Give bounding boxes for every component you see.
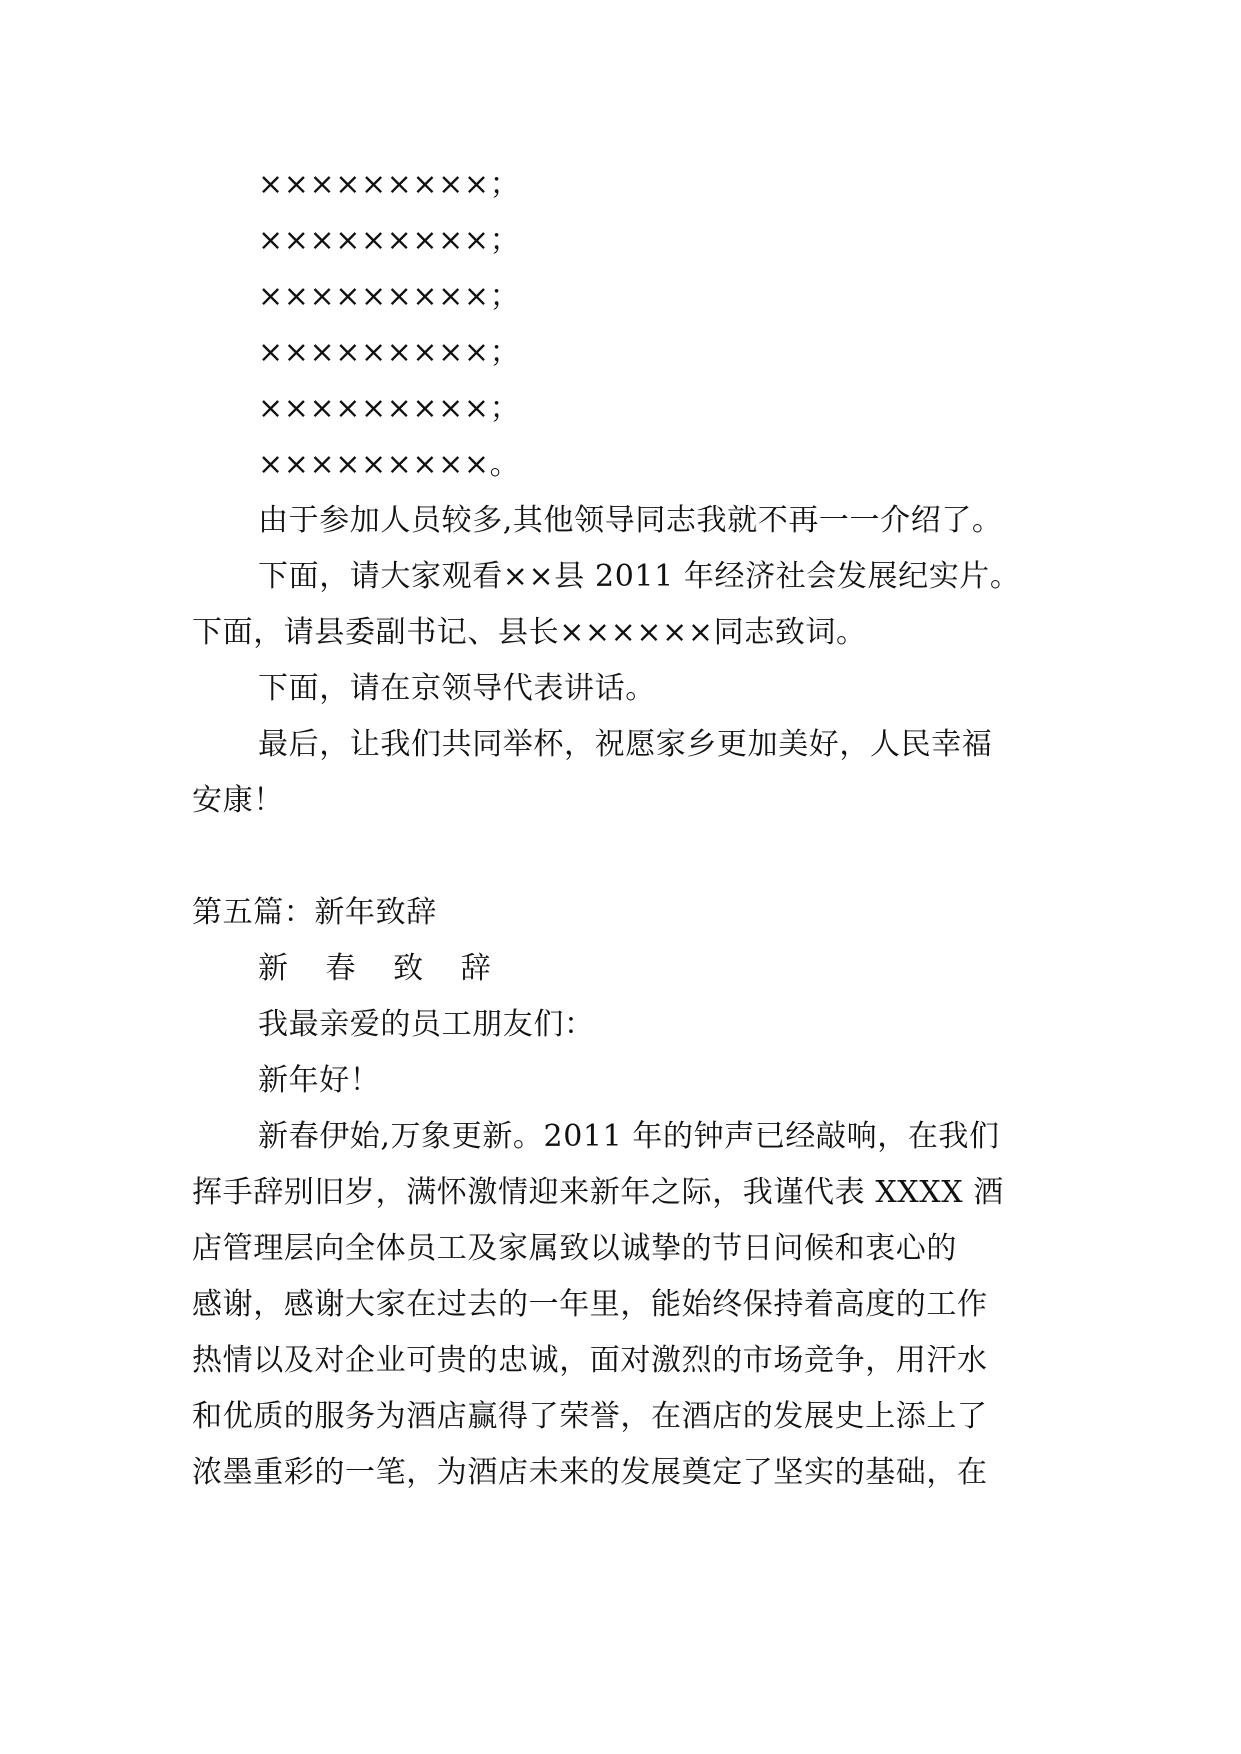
body-line: 感谢，感谢大家在过去的一年里，能始终保持着高度的工作 <box>192 1287 988 1322</box>
speech-title: 新 春 致 辞 <box>258 951 505 986</box>
paragraph-line: 安康！ <box>192 783 284 818</box>
paragraph-line: 最后，让我们共同举杯，祝愿家乡更加美好，人民幸福 <box>258 727 993 762</box>
list-item: ×××××××××； <box>258 223 521 258</box>
list-item: ×××××××××； <box>258 279 521 314</box>
list-item: ×××××××××； <box>258 167 521 202</box>
body-line: 挥手辞别旧岁，满怀激情迎来新年之际，我谨代表 XXXX 酒 <box>192 1175 1004 1210</box>
section-heading: 第五篇：新年致辞 <box>192 895 437 930</box>
list-item: ×××××××××； <box>258 391 521 426</box>
paragraph-line: 下面，请县委副书记、县长××××××同志致词。 <box>192 615 867 650</box>
paragraph-line: 下面，请在京领导代表讲话。 <box>258 671 656 706</box>
greeting: 新年好！ <box>258 1063 381 1098</box>
body-line: 和优质的服务为酒店赢得了荣誉，在酒店的发展史上添上了 <box>192 1399 988 1434</box>
body-line: 店管理层向全体员工及家属致以诚挚的节日问候和衷心的 <box>192 1231 957 1266</box>
body-line: 浓墨重彩的一笔，为酒店未来的发展奠定了坚实的基础，在 <box>192 1455 988 1490</box>
salutation: 我最亲爱的员工朋友们： <box>258 1007 595 1042</box>
body-line: 热情以及对企业可贵的忠诚，面对激烈的市场竞争，用汗水 <box>192 1343 988 1378</box>
body-line: 新春伊始,万象更新。2011 年的钟声已经敲响，在我们 <box>258 1119 1000 1154</box>
paragraph-line: 下面，请大家观看××县 2011 年经济社会发展纪实片。 <box>258 559 1021 594</box>
paragraph-line: 由于参加人员较多,其他领导同志我就不再一一介绍了。 <box>258 503 1003 538</box>
list-item: ×××××××××； <box>258 335 521 370</box>
list-item: ×××××××××。 <box>258 447 521 482</box>
